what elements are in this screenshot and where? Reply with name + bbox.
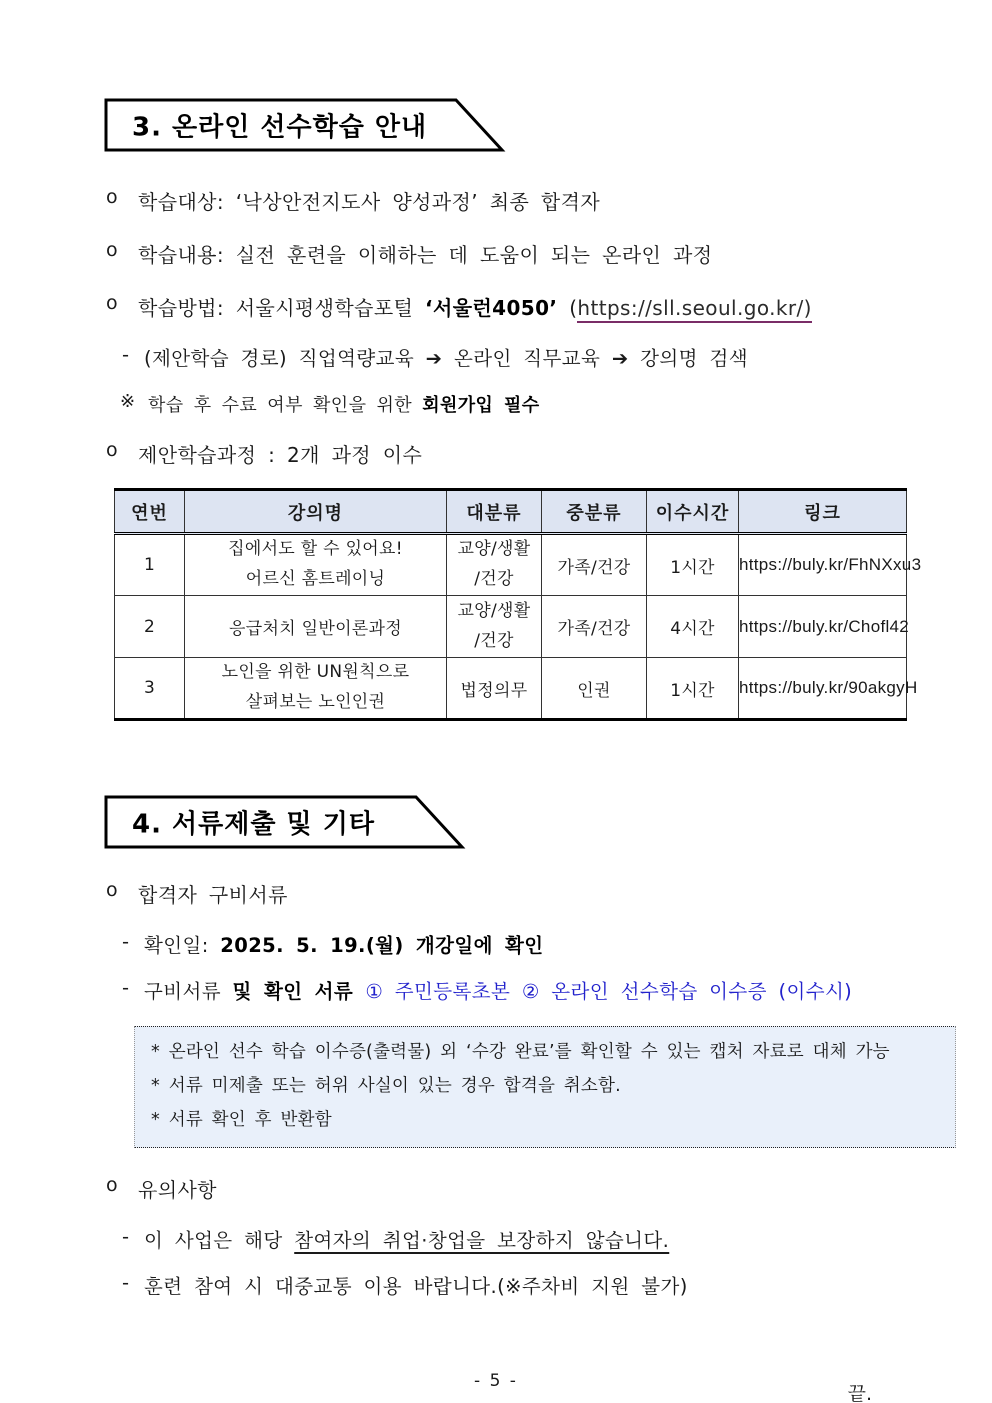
col-header-link: 링크 [739,490,907,534]
sub-bullet-document-list [122,976,904,1004]
col-header-cat2: 중분류 [542,490,647,534]
document-list-pre: 구비서류 [144,980,233,1003]
bullet-proposed-courses [106,439,904,468]
note-line: * 온라인 선수 학습 이수증(출력물) 외 ‘수강 완료’를 확인할 수 있는 캡처 자료로 대체 가능 [151,1042,890,1062]
bullet-required-documents [106,879,904,908]
membership-note-text [148,391,540,417]
bullet-marker: o [106,439,119,461]
membership-note-bold: 회원가입 필수 [422,395,540,416]
bullet-study-method [106,292,904,321]
bullet-marker: o [106,186,119,208]
cell-cat1: 법정의무 [447,658,542,720]
dash-marker: - [122,930,130,953]
confirm-date-text [144,930,544,958]
page-number: - 5 - [474,1371,518,1391]
cell-no: 1 [115,534,185,596]
dash-marker: - [122,1271,130,1294]
reference-mark: ※ [120,391,136,412]
document-notes-box [134,1026,956,1148]
section3-header-banner [104,98,904,152]
confirm-date-bold: 2025. 5. 19.(월) 개강일에 확인 [220,934,544,957]
bullet-marker: o [106,292,119,314]
cell-hours: 1시간 [647,534,739,596]
paren-open: ( [557,296,578,320]
bullet-marker: o [106,239,119,261]
dash-marker: - [122,976,130,999]
dash-marker: - [122,1225,130,1248]
course-name-line1: 집에서도 할 수 있어요! [228,539,403,560]
bullet-study-target [106,186,904,215]
cell-course-link[interactable]: https://buly.kr/FhNXxu3 [739,534,907,596]
proposed-courses-text: 제안학습과정 : 2개 과정 이수 [138,443,423,467]
cell-course-name [185,658,447,720]
seoul-learn-url-link[interactable] [577,296,811,323]
study-method-pre: 학습방법: 서울시평생학습포털 [138,296,426,320]
membership-note-pre: 학습 후 수료 여부 확인을 위한 [148,395,423,416]
col-header-cat1: 대분류 [447,490,542,534]
cat1-line1: 교양/생활 [457,539,531,560]
cell-hours: 1시간 [647,658,739,720]
document-list-text [144,976,852,1004]
bullet-marker: o [106,1174,119,1196]
note-line: * 서류 미제출 또는 허위 사실이 있는 경우 합격을 취소함. [151,1076,621,1096]
cell-no: 2 [115,596,185,658]
study-content-text: 학습내용: 실전 훈련을 이해하는 데 도움이 되는 온라인 과정 [138,243,713,267]
course-name-line1: 노인을 위한 UN원칙으로 [221,662,410,683]
cell-no: 3 [115,658,185,720]
section3-title: 3. 온라인 선수학습 안내 [132,112,428,143]
cell-cat2: 가족/건강 [542,596,647,658]
cell-course-link[interactable]: https://buly.kr/90akgyH [739,658,907,720]
course-table [114,488,922,721]
paren-close: ) [803,296,812,320]
seoul-learn-url-text: https://sll.seoul.go.kr/ [577,296,804,320]
portal-name-bold: ‘서울런4050’ [425,296,558,320]
table-row [115,596,907,658]
required-documents-text: 합격자 구비서류 [138,883,288,907]
cautions-text: 유의사항 [138,1178,217,1202]
no-guarantee-text [144,1225,669,1253]
table-row [115,658,907,720]
note-membership-required [120,391,904,417]
document-end-mark: 끝. [847,1383,872,1403]
cell-course-name: 응급처치 일반이론과정 [185,596,447,658]
cat1-line2: /건강 [474,569,514,589]
cell-cat2: 가족/건강 [542,534,647,596]
cat1-line1: 교양/생활 [457,600,531,621]
col-header-no: 연번 [115,490,185,534]
sub-bullet-learning-path [122,343,904,371]
cell-course-name [185,534,447,596]
bullet-study-content [106,239,904,268]
section4-header-banner [104,795,904,849]
bullet-marker: o [106,879,119,901]
cell-cat2: 인권 [542,658,647,720]
course-table-header-row [115,490,907,534]
course-name-line2: 살펴보는 노인인권 [245,692,386,712]
cell-cat1 [447,596,542,658]
sub-bullet-no-guarantee [122,1225,904,1253]
col-header-hours: 이수시간 [647,490,739,534]
confirm-date-pre: 확인일: [144,934,221,957]
sub-bullet-public-transport [122,1271,904,1299]
cell-cat1 [447,534,542,596]
section4-title: 4. 서류제출 및 기타 [132,809,375,840]
sub-bullet-confirm-date [122,930,904,958]
cat1-line2: /건강 [474,630,514,651]
no-guarantee-pre: 이 사업은 해당 [144,1229,295,1252]
no-guarantee-underlined: 참여자의 취업·창업을 보장하지 않습니다. [294,1229,670,1252]
table-row [115,534,907,596]
dash-marker: - [122,343,130,366]
cell-hours: 4시간 [647,596,739,658]
note-line: * 서류 확인 후 반환함 [151,1110,332,1130]
public-transport-text: 훈련 참여 시 대중교통 이용 바랍니다.(※주차비 지원 불가) [144,1275,688,1298]
cell-course-link[interactable]: https://buly.kr/Chofl42 [739,596,907,658]
learning-path-text: (제안학습 경로) 직업역량교육 ➔ 온라인 직무교육 ➔ 강의명 검색 [144,347,748,370]
bullet-cautions [106,1174,904,1203]
document-list-bold: 및 확인 서류 [232,980,366,1003]
course-name-line2: 어르신 홈트레이닝 [245,569,386,589]
document-list-blue: ① 주민등록초본 ② 온라인 선수학습 이수증 (이수시) [365,980,853,1003]
study-target-text: 학습대상: ‘낙상안전지도사 양성과정’ 최종 합격자 [138,190,601,214]
study-method-text [138,292,812,321]
col-header-name: 강의명 [185,490,447,534]
